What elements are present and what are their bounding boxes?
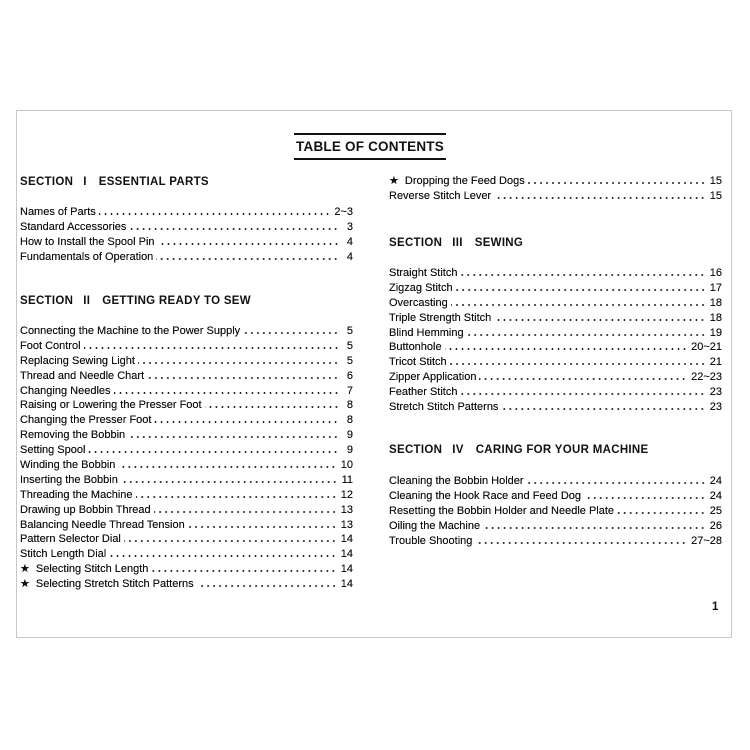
toc-entry[interactable] (389, 355, 722, 370)
toc-entry-label (20, 428, 128, 443)
dot-leader (147, 377, 339, 379)
toc-entry[interactable] (20, 354, 353, 369)
dot-leader (109, 555, 337, 557)
toc-entry[interactable] (20, 458, 353, 473)
toc-entry-label (389, 400, 501, 415)
toc-entry-page: 7 (346, 384, 353, 397)
toc-entry-text: Dropping the Feed Dogs (404, 175, 525, 187)
toc-entry-label (20, 339, 84, 354)
toc-entry-page: 9 (346, 429, 353, 442)
dot-leader (243, 332, 339, 334)
toc-entry-page: 3 (346, 220, 353, 233)
dot-leader (475, 542, 687, 544)
toc-entry-page: 9 (346, 444, 353, 457)
dot-leader (527, 482, 706, 484)
section-header-4 (389, 444, 649, 456)
toc-entry[interactable] (389, 311, 722, 326)
toc-entry-label (389, 326, 467, 341)
toc-entry-label (20, 488, 136, 503)
toc-entry-page: 24 (709, 489, 722, 502)
dot-leader (445, 348, 687, 350)
toc-entry-page: 8 (346, 414, 353, 427)
dot-leader (124, 540, 337, 542)
toc-entry-text: Changing the Presser Foot (20, 414, 152, 427)
toc-entry-text: Overcasting (389, 296, 448, 309)
toc-entry[interactable] (20, 532, 353, 547)
toc-entry-page: 21 (709, 356, 722, 369)
dot-leader (197, 585, 337, 587)
dot-leader (479, 378, 687, 380)
dot-leader (151, 570, 336, 572)
toc-entry-page: 25 (709, 504, 722, 517)
toc-entry[interactable] (20, 205, 353, 220)
toc-entry-label (20, 369, 147, 384)
toc-entry[interactable] (389, 189, 722, 204)
toc-entry-page: 12 (340, 488, 353, 501)
dot-leader (467, 334, 706, 336)
dot-leader (158, 243, 339, 245)
toc-entry-text: Zigzag Stitch (389, 281, 453, 294)
star-icon: ★ (389, 175, 399, 187)
dot-leader (188, 526, 337, 528)
dot-leader (450, 363, 706, 365)
toc-list-section-1 (20, 205, 353, 265)
toc-entry-label (20, 413, 154, 428)
toc-entry[interactable] (389, 400, 722, 415)
toc-entry-text: Buttonhole (389, 341, 442, 354)
toc-entry-label (20, 518, 188, 533)
dot-leader (460, 274, 705, 276)
toc-entry-label (20, 235, 158, 250)
dot-leader (138, 362, 339, 364)
toc-list-section-3 (389, 266, 722, 415)
toc-entry-label (389, 340, 445, 355)
toc-entry-label (20, 324, 243, 339)
toc-entry-page: 18 (709, 296, 722, 309)
toc-list-section-4 (389, 474, 722, 548)
toc-entry[interactable] (20, 518, 353, 533)
toc-entry-page: 11 (341, 473, 353, 486)
dot-leader (451, 304, 706, 306)
toc-entry-text: Names of Parts (20, 206, 96, 218)
toc-entry-label (389, 311, 494, 326)
toc-entry-text: Foot Control (20, 339, 81, 352)
toc-entry-page: 26 (709, 519, 722, 532)
toc-entry-text: Removing the Bobbin (20, 429, 126, 442)
page-title: TABLE OF CONTENTS (294, 133, 446, 160)
dot-leader (121, 481, 338, 483)
toc-entry-label (20, 250, 156, 265)
toc-entry-label (389, 355, 450, 370)
toc-entry[interactable] (389, 504, 722, 519)
toc-entry-label (389, 385, 460, 400)
star-icon: ★ (20, 578, 30, 591)
toc-entry[interactable] (20, 473, 353, 488)
toc-entry-text: Changing Needles (20, 384, 111, 397)
toc-entry-text: Setting Spool (20, 444, 86, 457)
dot-leader (84, 347, 339, 349)
dot-leader (154, 421, 339, 423)
toc-entry[interactable] (389, 519, 722, 534)
dot-leader (501, 408, 705, 410)
dot-leader (154, 511, 337, 513)
toc-entry[interactable] (20, 384, 353, 399)
toc-entry-text: Cleaning the Bobbin Holder (389, 475, 524, 487)
toc-entry-label (20, 354, 138, 369)
section-name: CARING FOR YOUR MACHINE (475, 444, 649, 456)
toc-entry-label (389, 266, 460, 281)
toc-entry-text: Stretch Stitch Patterns (389, 401, 499, 414)
section-name: ESSENTIAL PARTS (98, 176, 209, 188)
toc-entry-text: How to Install the Spool Pin (20, 235, 155, 248)
toc-entry-text: Thread and Needle Chart (20, 369, 145, 382)
toc-entry-page: 15 (709, 175, 722, 187)
toc-entry[interactable] (389, 370, 722, 385)
toc-entry-page: 13 (340, 503, 353, 516)
toc-entry[interactable] (389, 174, 722, 189)
toc-entry[interactable] (20, 398, 353, 413)
toc-entry-label (389, 189, 494, 204)
toc-entry-text: Zipper Application (389, 371, 477, 384)
toc-entry-label (20, 532, 124, 547)
dot-leader (205, 406, 339, 408)
toc-entry-label (20, 503, 154, 518)
toc-entry-text: Selecting Stitch Length (35, 563, 149, 576)
toc-entry-text: Trouble Shooting (389, 534, 473, 547)
toc-entry-page: 5 (346, 354, 353, 367)
star-icon: ★ (20, 563, 30, 576)
toc-entry[interactable] (20, 443, 353, 458)
dot-leader (584, 497, 706, 499)
toc-entry-label (389, 370, 479, 385)
toc-entry-label (20, 562, 151, 577)
toc-entry[interactable] (20, 369, 353, 384)
toc-entry-label (20, 220, 129, 235)
toc-entry-text: Drawing up Bobbin Thread (20, 503, 151, 516)
dot-leader (118, 466, 336, 468)
dot-leader (494, 319, 705, 321)
dot-leader (617, 512, 706, 514)
toc-entry[interactable] (389, 340, 722, 355)
toc-entry[interactable] (20, 562, 353, 577)
toc-entry-label (20, 205, 99, 220)
toc-entry[interactable] (20, 220, 353, 235)
toc-entry[interactable] (20, 488, 353, 503)
section-numeral: II (83, 295, 91, 307)
dot-leader (494, 197, 706, 199)
dot-leader (456, 289, 706, 291)
dot-leader (483, 527, 706, 529)
toc-entry-label (389, 281, 456, 296)
toc-entry-text: Fundamentals of Operation (20, 250, 154, 263)
toc-entry-page: 14 (340, 533, 353, 546)
toc-entry[interactable] (389, 296, 722, 311)
toc-entry-page: 14 (340, 578, 353, 591)
toc-entry-text: Inserting the Bobbin (20, 473, 118, 486)
page-number: 1 (712, 601, 719, 613)
section-header-1 (20, 176, 209, 188)
toc-entry-page: 23 (709, 386, 722, 399)
toc-entry-label (389, 474, 527, 489)
toc-entry-text: Stitch Length Dial (20, 548, 107, 561)
toc-entry-page: 2~3 (334, 206, 353, 218)
toc-entry-text: Replacing Sewing Light (20, 354, 135, 367)
toc-entry[interactable] (389, 474, 722, 489)
section-label: SECTION (20, 295, 74, 307)
section-numeral: III (452, 237, 463, 249)
toc-entry[interactable] (389, 281, 722, 296)
toc-entry-label (20, 443, 88, 458)
toc-entry[interactable] (20, 413, 353, 428)
toc-entry-label (389, 519, 483, 534)
section-numeral: I (83, 176, 87, 188)
toc-entry-page: 14 (340, 563, 353, 576)
toc-entry-text: Balancing Needle Thread Tension (20, 518, 185, 531)
toc-entry[interactable] (20, 324, 353, 339)
toc-entry-text: Winding the Bobbin (20, 459, 116, 472)
toc-entry-page: 5 (346, 339, 353, 352)
toc-entry-page: 10 (340, 459, 353, 472)
toc-entry-label (389, 489, 584, 504)
toc-entry-text: Blind Hemming (389, 326, 464, 339)
toc-entry-label (20, 398, 205, 413)
toc-entry-label (389, 174, 528, 189)
toc-entry[interactable] (20, 235, 353, 250)
toc-list-section-2-continued (389, 174, 722, 204)
toc-entry-page: 16 (709, 267, 722, 279)
dot-leader (528, 182, 706, 184)
section-header-2 (20, 295, 251, 307)
toc-entry-page: 22~23 (691, 371, 722, 384)
toc-entry[interactable] (389, 385, 722, 400)
toc-entry[interactable] (389, 326, 722, 341)
dot-leader (129, 228, 339, 230)
toc-entry-text: Feather Stitch (389, 386, 458, 399)
toc-entry-page: 20~21 (691, 341, 722, 354)
section-header-3 (389, 237, 523, 249)
toc-entry[interactable] (20, 339, 353, 354)
toc-entry-label (389, 504, 617, 519)
section-label: SECTION (389, 237, 443, 249)
toc-entry-text: Reverse Stitch Lever (389, 189, 492, 202)
toc-entry[interactable] (20, 577, 353, 592)
toc-entry-text: Raising or Lowering the Presser Foot (20, 399, 202, 412)
toc-entry-label (20, 547, 109, 562)
toc-entry-page: 15 (709, 189, 722, 202)
dot-leader (99, 213, 331, 215)
toc-entry-label (389, 296, 451, 311)
toc-entry-page: 14 (340, 548, 353, 561)
section-label: SECTION (20, 176, 74, 188)
toc-entry-label (20, 458, 118, 473)
toc-entry-page: 24 (709, 475, 722, 487)
toc-entry-page: 8 (346, 399, 353, 412)
dot-leader (156, 258, 339, 260)
toc-list-section-2 (20, 324, 353, 592)
toc-entry-text: Triple Strength Stitch (389, 311, 492, 324)
section-numeral: IV (452, 444, 464, 456)
section-name: SEWING (474, 237, 524, 249)
toc-entry-text: Tricot Stitch (389, 356, 447, 369)
toc-entry-page: 4 (346, 235, 353, 248)
toc-entry-text: Selecting Stretch Stitch Patterns (35, 578, 194, 591)
dot-leader (128, 436, 339, 438)
section-name: GETTING READY TO SEW (102, 295, 251, 307)
toc-entry-page: 23 (709, 401, 722, 414)
section-label: SECTION (389, 444, 443, 456)
toc-entry-label (20, 384, 114, 399)
toc-entry-text: Pattern Selector Dial (20, 533, 121, 546)
toc-entry-page: 4 (346, 250, 353, 263)
dot-leader (114, 392, 339, 394)
toc-entry-page: 19 (709, 326, 722, 339)
toc-entry[interactable] (20, 547, 353, 562)
toc-entry-text: Straight Stitch (389, 267, 458, 279)
dot-leader (88, 451, 339, 453)
toc-entry-text: Cleaning the Hook Race and Feed Dog (389, 489, 582, 502)
toc-entry-page: 13 (340, 518, 353, 531)
toc-entry-text: Oiling the Machine (389, 519, 481, 532)
toc-entry-text: Connecting the Machine to the Power Supply (20, 325, 241, 337)
toc-entry[interactable] (389, 489, 722, 504)
toc-entry-page: 6 (346, 369, 353, 382)
toc-entry[interactable] (389, 266, 722, 281)
toc-entry-page: 18 (709, 311, 722, 324)
toc-entry-page: 5 (346, 325, 353, 337)
toc-entry-text: Resetting the Bobbin Holder and Needle Plate (389, 504, 615, 517)
toc-entry-label (20, 577, 197, 592)
toc-entry-page: 17 (709, 281, 722, 294)
dot-leader (136, 496, 337, 498)
toc-entry-text: Standard Accessories (20, 220, 127, 233)
toc-entry-page: 27~28 (691, 534, 722, 547)
toc-entry[interactable] (389, 534, 722, 549)
toc-entry-label (389, 534, 475, 549)
dot-leader (460, 393, 705, 395)
toc-entry[interactable] (20, 428, 353, 443)
toc-entry[interactable] (20, 503, 353, 518)
toc-entry[interactable] (20, 250, 353, 265)
toc-entry-label (20, 473, 121, 488)
toc-entry-text: Threading the Machine (20, 488, 133, 501)
